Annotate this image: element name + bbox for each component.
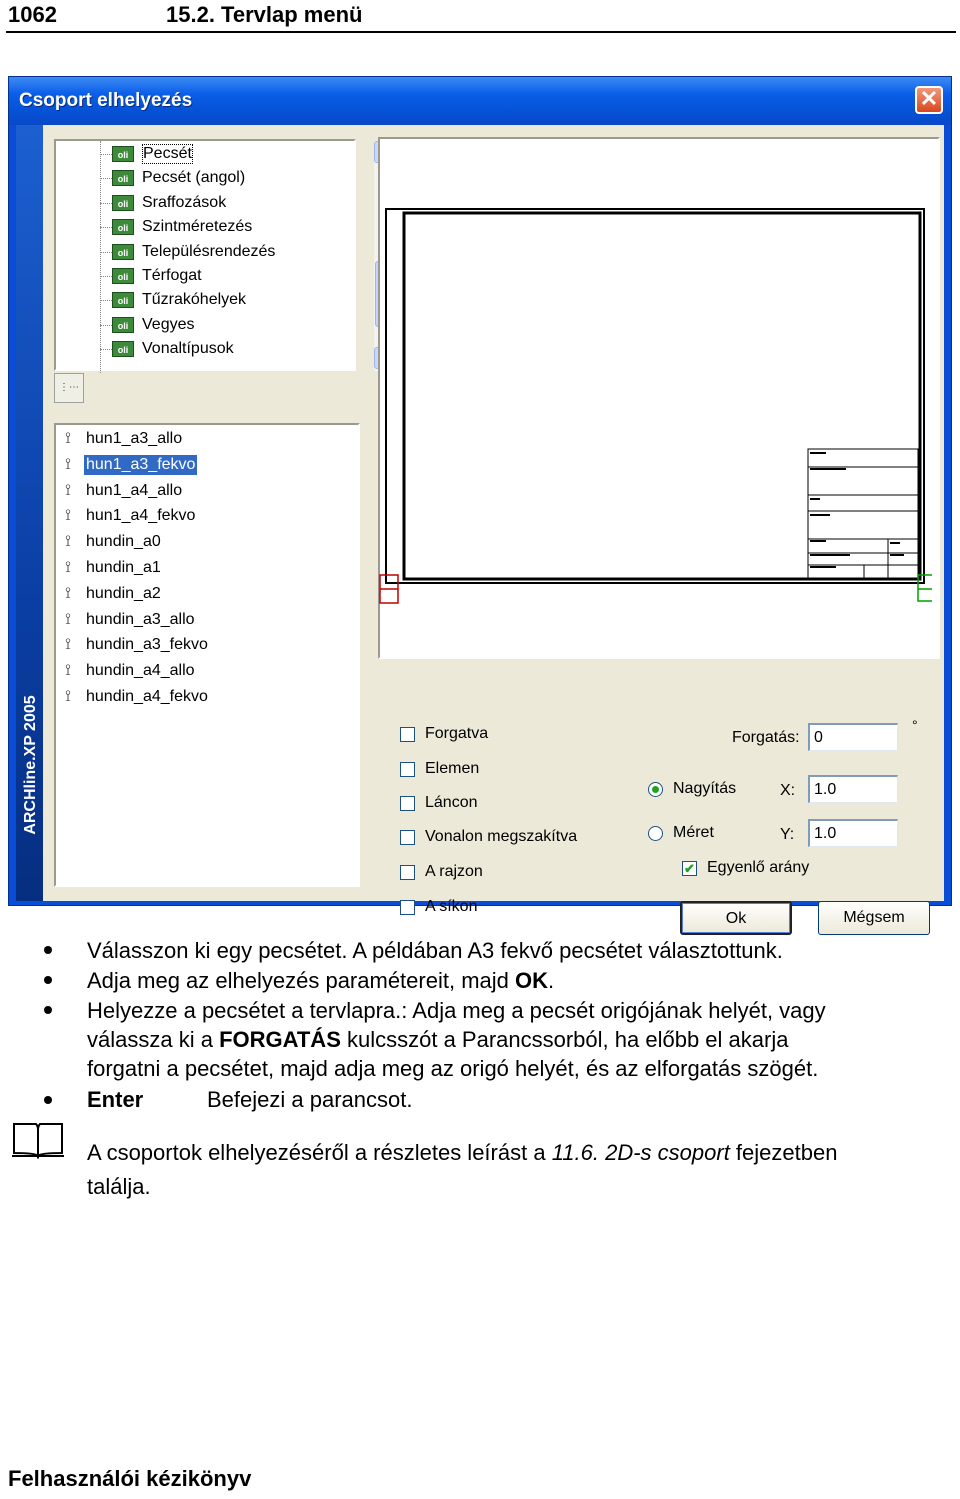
tree-item[interactable] [112,167,245,189]
instruction-select-stamp: Válasszon ki egy pecsétet. A példában A3 fekvő pecsétet választottunk. [87,938,783,963]
checkbox-box[interactable] [400,830,415,845]
stamp-list-item[interactable] [60,479,184,503]
ok-button[interactable]: Ok [680,901,792,935]
stamp-list-item[interactable] [60,582,163,606]
stamp-list-item[interactable] [60,504,197,528]
instruction-text: . [548,968,555,993]
library-folder-icon: oli [112,317,134,333]
checkbox-box[interactable] [400,762,415,777]
instruction-text: kulcsszót a Parancssorból, ha előbb el akarja [340,1027,789,1052]
y-scale-input[interactable] [808,819,898,847]
tree-item-label: Tűzrakóhelyek [142,291,247,309]
instruction-text: válassza ki a [87,1027,220,1052]
stamp-block-icon: ⟟ [65,662,71,680]
tree-item-label: Vonaltípusok [142,340,234,358]
stamp-block-icon: ⟟ [65,533,71,551]
stamp-block-icon: ⟟ [65,430,71,447]
rotation-input[interactable] [808,723,898,751]
bullet-dot [44,946,52,954]
dialog-client-area [16,125,944,927]
page-header-title: 15.2. Tervlap menü [166,2,363,27]
library-folder-icon: oli [112,170,134,186]
stamp-item-label: hun1_a3_allo [86,430,183,447]
stamp-list[interactable] [54,423,360,887]
library-folder-icon: oli [112,219,134,235]
library-folder-icon: oli [112,292,134,308]
tree-item[interactable] [112,265,202,287]
stamp-block-icon: ⟟ [65,507,71,525]
option-checkbox[interactable] [400,794,478,812]
check-icon[interactable]: ✔ [682,861,697,876]
stamp-list-item[interactable] [60,608,197,632]
tree-item-label: Vegyes [142,315,195,333]
rotation-keyword: FORGATÁS [219,1027,341,1052]
close-button[interactable]: ✕ [915,86,943,114]
stamp-block-icon: ⟟ [65,688,71,705]
scale-radio[interactable] [648,780,736,798]
checkbox-box[interactable] [400,727,415,742]
tree-item[interactable] [112,143,193,165]
rotation-label: Forgatás: [732,729,800,746]
stamp-item-label: hundin_a3_fekvo [86,636,208,654]
size-radio[interactable] [648,824,714,842]
library-folder-icon: oli [112,244,134,260]
stamp-list-item[interactable] [60,633,210,657]
brand-strip [16,125,43,901]
stamp-list-item[interactable] [60,453,197,477]
checkbox-label: Forgatva [425,725,489,742]
stamp-list-item[interactable] [60,659,197,683]
stamp-block-icon: ⟟ [65,455,71,473]
bullet-dot [44,1006,52,1014]
stamp-item-label: hundin_a0 [86,533,161,551]
stamp-list-item[interactable] [60,427,184,451]
instruction-enter [87,1085,947,1114]
option-checkbox[interactable] [400,828,577,846]
page-footer: Felhasználói kézikönyv [8,1466,252,1491]
dialog-titlebar[interactable] [9,77,951,125]
stamp-item-label: hundin_a4_allo [86,662,195,680]
stamp-item-label: hundin_a4_fekvo [86,688,208,705]
stamp-item-label: hun1_a4_fekvo [86,507,196,525]
chapter-reference: 11.6. 2D-s csoport [551,1140,730,1165]
size-radio-dot[interactable] [648,826,663,841]
instruction-line: forgatni a pecsétet, majd adja meg az origó helyét, és az elforgatás szögét. [87,1056,819,1081]
note-line [87,1136,947,1170]
bullet-dot [44,1096,52,1104]
enter-description: Befejezi a parancsot. [207,1087,413,1112]
checkbox-label: Láncon [425,794,478,811]
instruction-set-parameters [87,966,947,995]
x-scale-input[interactable] [808,775,898,803]
degree-symbol: ° [912,717,918,733]
tree-structure-icon: ⋮⋯ [59,382,79,393]
stamp-list-item[interactable] [60,685,210,709]
checkbox-label: A rajzon [425,863,483,880]
tree-item[interactable] [112,216,252,238]
header-rule [6,31,956,33]
tree-connector-line [100,141,101,373]
enter-key: Enter [87,1087,144,1112]
library-tree[interactable] [54,139,356,371]
preview-drawing [380,139,938,657]
instruction-text: Adja meg az elhelyezés paramétereit, majd [87,968,515,993]
stamp-item-label: hun1_a3_fekvo [86,455,196,473]
stamp-block-icon: ⟟ [65,559,71,576]
tree-item[interactable] [112,241,275,263]
tree-item[interactable] [112,338,234,360]
note-text: A csoportok elhelyezéséről a részletes leírást a [87,1140,552,1165]
ok-keyword: OK [515,968,548,993]
stamp-item-label: hun1_a4_allo [86,481,183,499]
size-radio-label: Méret [673,824,714,841]
reference-note [87,1136,947,1204]
note-line: találja. [87,1174,151,1199]
equal-ratio-checkbox[interactable] [682,859,809,877]
stamp-block-icon: ⟟ [65,584,71,602]
stamp-item-label: hundin_a2 [86,584,161,602]
tree-item[interactable] [112,289,246,311]
tree-item[interactable] [112,192,226,214]
y-label: Y: [780,826,795,843]
tree-item-label: Térfogat [142,267,202,284]
option-checkbox[interactable] [400,863,483,881]
checkbox-box[interactable] [400,900,415,915]
bullet-dot [44,976,52,984]
checkbox-label: Elemen [425,760,480,777]
tree-item-label: Pecsét (angol) [142,169,246,187]
group-placement-dialog [8,76,952,927]
dialog-title: Csoport elhelyezés [19,90,193,111]
stamp-block-icon: ⟟ [65,636,71,654]
stamp-preview [378,137,940,659]
library-folder-icon: oli [112,268,134,284]
instruction-line [87,1025,947,1054]
instruction-place-stamp [87,996,947,1083]
stamp-block-icon: ⟟ [65,481,71,499]
page-number: 1062 [8,2,57,27]
tree-item[interactable] [112,314,194,336]
checkbox-label: Vonalon megszakítva [425,828,578,845]
tree-item-label: Településrendezés [142,242,276,260]
option-checkbox[interactable] [400,760,479,778]
library-folder-icon: oli [112,146,134,162]
tree-item-label: Szintméretezés [142,218,253,236]
stamp-item-label: hundin_a1 [86,559,161,576]
stamp-list-item[interactable] [60,556,163,580]
cancel-button[interactable]: Mégsem [818,901,930,935]
stamp-list-item[interactable] [60,530,163,554]
instruction-line: Helyezze a pecsétet a tervlapra.: Adja meg a pecsét origójának helyét, vagy [87,998,826,1023]
x-label: X: [780,782,796,799]
book-icon [10,1120,66,1160]
tree-view-toggle-button[interactable] [54,373,84,403]
option-checkbox[interactable] [400,898,477,916]
stamp-item-label: hundin_a3_allo [86,610,195,628]
checkbox-label: A síkon [425,898,478,915]
brand-logo-text: ARCHline.XP 2005 [22,695,39,835]
tree-item-label: Pecsét [143,145,192,162]
option-checkbox[interactable] [400,725,488,743]
library-folder-icon: oli [112,341,134,357]
checkbox-box[interactable] [400,796,415,811]
tree-item-label: Sraffozások [142,193,227,211]
note-text: fejezetben [729,1140,838,1165]
stamp-block-icon: ⟟ [65,610,71,628]
scale-radio-dot[interactable] [648,782,663,797]
equal-ratio-label: Egyenlő arány [707,859,810,876]
scale-radio-label: Nagyítás [673,780,737,797]
library-folder-icon: oli [112,195,134,211]
checkbox-box[interactable] [400,865,415,880]
